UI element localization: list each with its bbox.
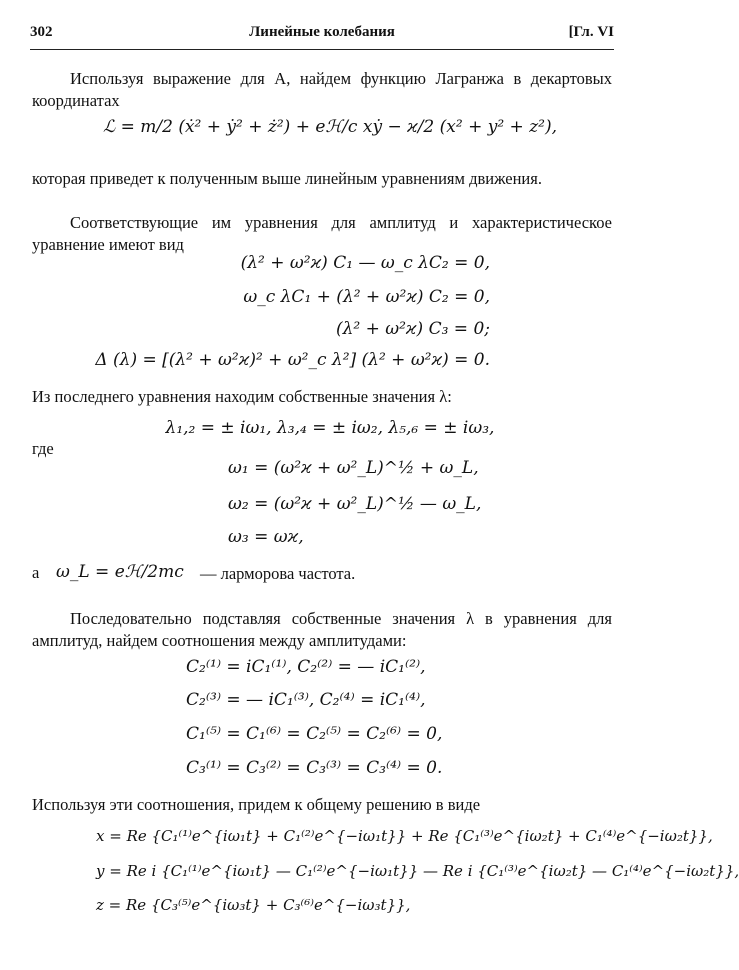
paragraph-2: которая приведет к полученным выше линейным уравнениям движения. (32, 169, 542, 188)
equation-larmor: ω_L = eℋ/2mc (56, 562, 184, 582)
running-header (30, 24, 614, 46)
equation-relation-1: C₂⁽¹⁾ = iC₁⁽¹⁾, C₂⁽²⁾ = — iC₁⁽²⁾, (186, 657, 426, 677)
chapter-mark: [Гл. VI (568, 24, 614, 40)
equation-characteristic: Δ (λ) = [(λ² + ω²ϰ)² + ω²_c λ²] (λ² + ω²ϰ) = 0. (95, 350, 490, 370)
equation-solution-x: x = Re {C₁⁽¹⁾e^{iω₁t} + C₁⁽²⁾e^{−iω₁t}} + Re {C₁⁽³⁾e^{iω₂t} + C₁⁽⁴⁾e^{−iω₂t}}, (96, 827, 713, 845)
header-rule (30, 49, 614, 50)
equation-relation-3: C₁⁽⁵⁾ = C₁⁽⁶⁾ = C₂⁽⁵⁾ = C₂⁽⁶⁾ = 0, (186, 724, 443, 744)
paragraph-6-start: а (32, 563, 40, 582)
equation-omega-1: ω₁ = (ω²ϰ + ω²_L)^½ + ω_L, (228, 458, 479, 478)
paragraph-6-end: — ларморова частота. (200, 564, 356, 583)
equation-amplitude-3: (λ² + ω²ϰ) C₃ = 0; (335, 319, 490, 339)
paragraph-5: где (32, 439, 54, 458)
paragraph-1: Используя выражение для A, найдем функцию Лагранжа в декартовых координатах (32, 69, 612, 110)
equation-amplitude-1: (λ² + ω²ϰ) C₁ — ω_c λC₂ = 0, (240, 253, 490, 273)
page-number: 302 (30, 24, 53, 40)
equation-amplitude-2: ω_c λC₁ + (λ² + ω²ϰ) C₂ = 0, (243, 287, 490, 307)
paragraph-4: Из последнего уравнения находим собственные значения λ: (32, 387, 452, 406)
paragraph-3: Соответствующие им уравнения для амплитуд и характеристическое уравнение имеют вид (32, 213, 612, 254)
equation-omega-2: ω₂ = (ω²ϰ + ω²_L)^½ — ω_L, (228, 494, 482, 514)
equation-relation-4: C₃⁽¹⁾ = C₃⁽²⁾ = C₃⁽³⁾ = C₃⁽⁴⁾ = 0. (186, 758, 443, 778)
equation-eigenvalues: λ₁,₂ = ± iω₁, λ₃,₄ = ± iω₂, λ₅,₆ = ± iω₃, (165, 418, 495, 438)
equation-lagrangian: ℒ = m/2 (ẋ² + ẏ² + ż²) + eℋ/c xẏ − ϰ/2 (x² + y² + z²), (102, 117, 558, 137)
equation-solution-y: y = Re i {C₁⁽¹⁾e^{iω₁t} — C₁⁽²⁾e^{−iω₁t}} — Re i {C₁⁽³⁾e^{iω₂t} — C₁⁽⁴⁾e^{−iω₂t}}, (96, 862, 739, 880)
equation-relation-2: C₂⁽³⁾ = — iC₁⁽³⁾, C₂⁽⁴⁾ = iC₁⁽⁴⁾, (186, 690, 426, 710)
equation-omega-3: ω₃ = ωϰ, (228, 527, 304, 547)
paragraph-7: Последовательно подставляя собственные значения λ в уравнения для амплитуд, найдем соотношения между амплитудами: (32, 609, 612, 650)
equation-solution-z: z = Re {C₃⁽⁵⁾e^{iω₃t} + C₃⁽⁶⁾e^{−iω₃t}}, (96, 896, 411, 914)
paragraph-8: Используя эти соотношения, придем к общему решению в виде (32, 795, 481, 814)
running-title: Линейные колебания (249, 24, 395, 40)
